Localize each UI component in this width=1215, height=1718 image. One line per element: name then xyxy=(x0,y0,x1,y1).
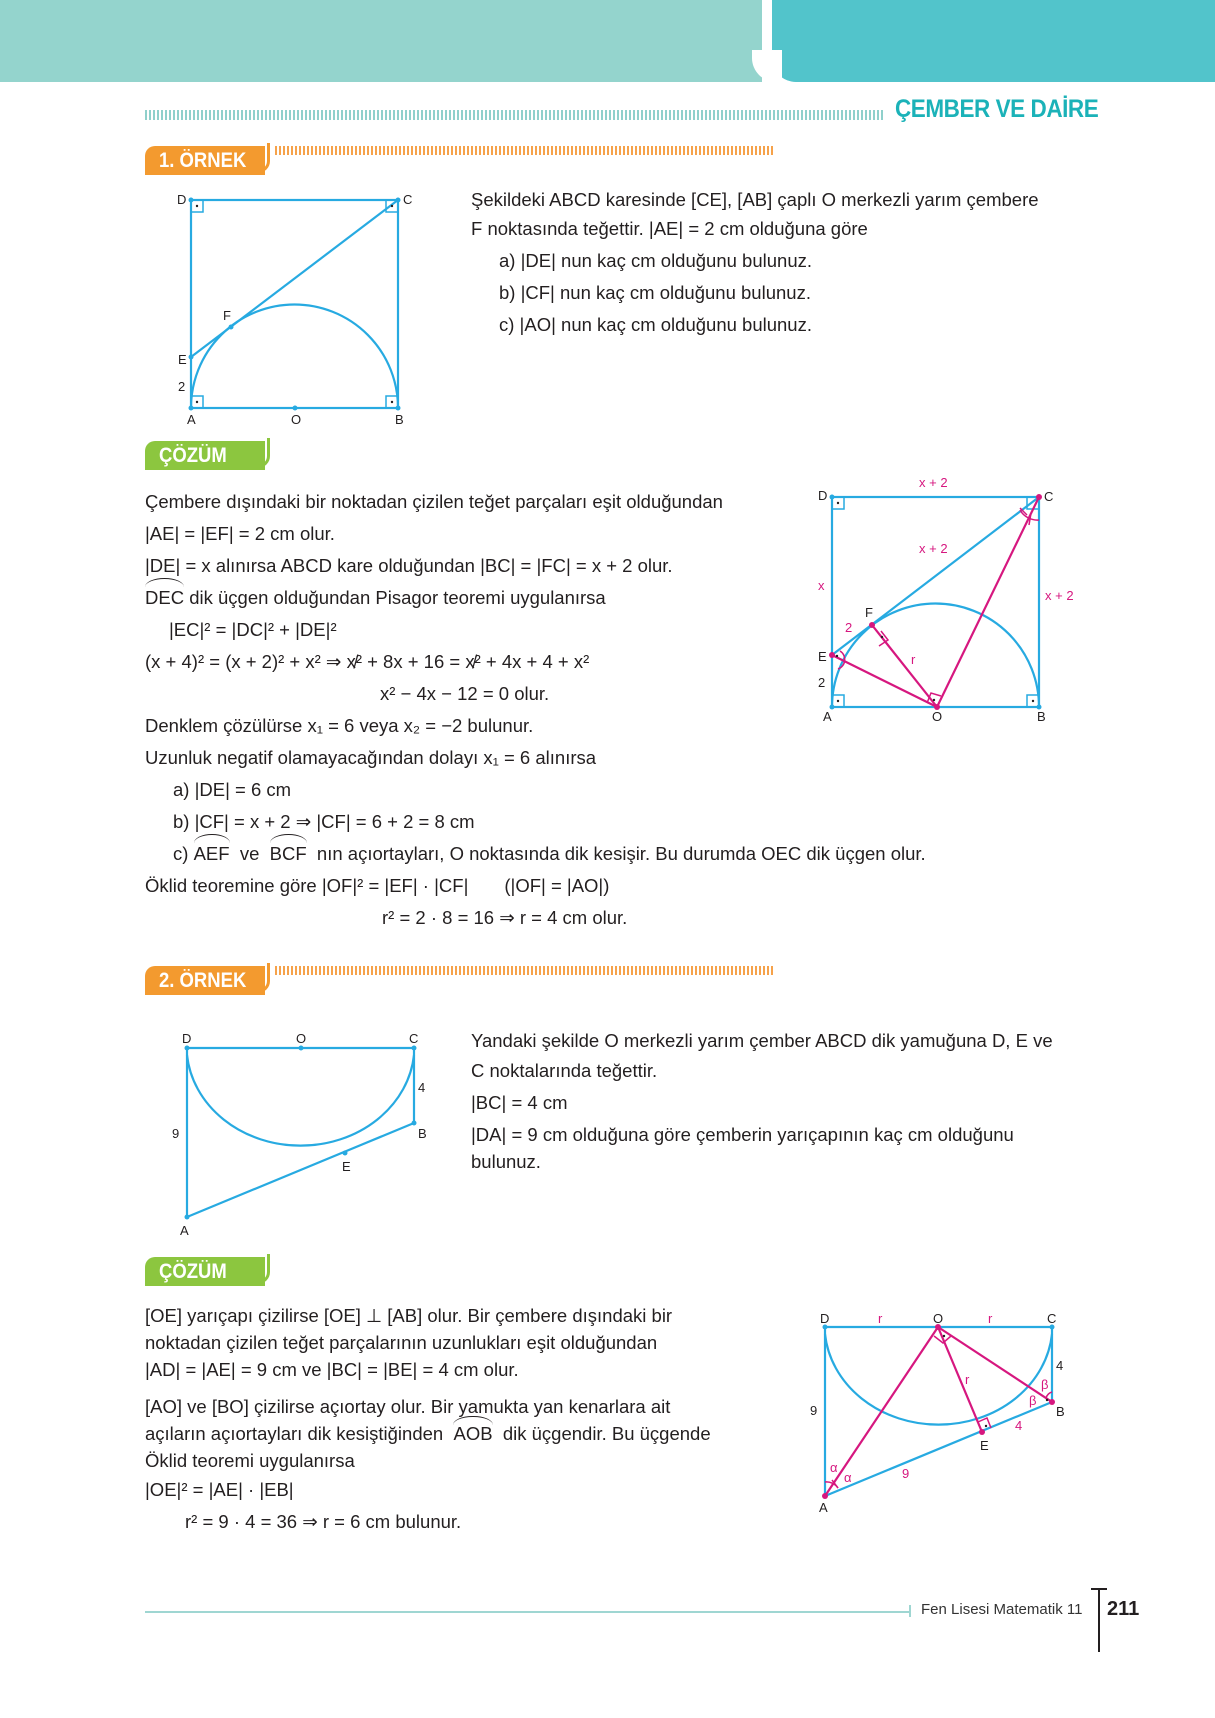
svg-text:2: 2 xyxy=(178,379,186,394)
svg-text:E: E xyxy=(342,1159,351,1174)
svg-text:A: A xyxy=(180,1223,189,1238)
question-line: Yandaki şekilde O merkezli yarım çember ABCD dik yamuğuna D, E ve xyxy=(471,1030,1053,1051)
svg-text:D: D xyxy=(818,488,828,503)
arc-notation: BCF xyxy=(270,838,307,870)
svg-text:9: 9 xyxy=(902,1466,910,1481)
svg-text:O: O xyxy=(932,709,943,724)
svg-text:F: F xyxy=(865,605,873,620)
svg-text:B: B xyxy=(1037,709,1046,724)
question-line: C noktalarında teğettir. xyxy=(471,1060,658,1081)
question-line: |DA| = 9 cm olduğuna göre çemberin yarıçapının kaç cm olduğunu xyxy=(471,1124,1014,1145)
svg-text:D: D xyxy=(182,1031,192,1046)
answer-c-prefix: c) xyxy=(173,843,194,864)
svg-text:4: 4 xyxy=(1015,1418,1023,1433)
solution-line: Uzunluk negatif olamayacağından dolayı x₁ = 6 alınırsa xyxy=(145,747,597,768)
example2-dash-rule xyxy=(275,966,775,975)
chapter-title: ÇEMBER VE DAİRE xyxy=(895,95,1099,123)
answer-b: b) |CF| = x + 2 ⇒ |CF| = 6 + 2 = 8 cm xyxy=(173,811,475,832)
header-band-left xyxy=(0,0,762,82)
answer-c-mid: ve xyxy=(229,843,270,864)
svg-text:F: F xyxy=(223,308,231,323)
question-part-c: c) |AO| nun kaç cm olduğunu bulunuz. xyxy=(499,314,812,335)
solution-line: Öklid teoremine göre |OF|² = |EF| · |CF| (|OF| = |AO|) xyxy=(145,875,610,896)
solution-line-rest: dik üçgen olduğundan Pisagor teoremi uygulanırsa xyxy=(184,587,606,608)
footer-rule xyxy=(145,1611,910,1613)
footer-rule-tick xyxy=(909,1605,911,1617)
solution-line: |DE| = x alınırsa ABCD kare olduğundan |BC| = |FC| = x + 2 olur. xyxy=(145,555,673,576)
svg-text:E: E xyxy=(178,352,187,367)
example2-figure xyxy=(165,1025,435,1240)
solution1-tag-hook xyxy=(258,438,270,468)
answer-a: a) |DE| = 6 cm xyxy=(173,779,292,800)
svg-text:r: r xyxy=(878,1311,883,1326)
answer-c-rest: nın açıortayları, O noktasında dik kesişir. Bu durumda OEC dik üçgen olur. xyxy=(306,843,926,864)
arc-notation: AEF xyxy=(194,838,230,870)
solution-line xyxy=(145,1420,711,1447)
solution-line: |AE| = |EF| = 2 cm olur. xyxy=(145,523,335,544)
equation-line: |EC|² = |DC|² + |DE|² xyxy=(169,619,337,640)
question-part-a: a) |DE| nun kaç cm olduğunu bulunuz. xyxy=(499,250,812,271)
equation-line: (x + 4)² = (x + 2)² + x² ⇒ x̸² + 8x + 16 = x̸² + 4x + 4 + x² xyxy=(145,651,590,672)
solution-line: Öklid teoremi uygulanırsa xyxy=(145,1450,355,1471)
solution-line: noktadan çizilen teğet parçalarının uzunlukları eşit olduğundan xyxy=(145,1332,658,1353)
example1-tag-hook xyxy=(258,143,270,173)
question-part-b: b) |CF| nun kaç cm olduğunu bulunuz. xyxy=(499,282,811,303)
solution2-text xyxy=(145,1302,711,1538)
solution-line: [AO] ve [BO] çizilirse açıortay olur. Bir yamukta yan kenarlara ait xyxy=(145,1396,671,1417)
solution2-figure xyxy=(810,1300,1090,1520)
svg-text:C: C xyxy=(403,192,413,207)
svg-text:r: r xyxy=(911,652,916,667)
svg-text:C: C xyxy=(1047,1311,1057,1326)
svg-text:β: β xyxy=(1041,1377,1049,1392)
solution2-tag-hook xyxy=(258,1254,270,1284)
equation-line: x² − 4x − 12 = 0 olur. xyxy=(380,683,550,704)
svg-text:2: 2 xyxy=(818,675,826,690)
svg-text:2: 2 xyxy=(845,620,853,635)
solution-line xyxy=(145,582,926,614)
title-dash-rule xyxy=(145,110,885,120)
svg-text:9: 9 xyxy=(810,1403,818,1418)
question-line: |BC| = 4 cm xyxy=(471,1092,568,1113)
question-line: F noktasında teğettir. |AE| = 2 cm olduğuna göre xyxy=(471,218,868,239)
svg-text:x + 2: x + 2 xyxy=(919,475,948,490)
svg-text:B: B xyxy=(395,412,404,427)
svg-text:9: 9 xyxy=(172,1126,180,1141)
svg-text:x: x xyxy=(818,578,825,593)
svg-text:A: A xyxy=(823,709,832,724)
solution-line: [OE] yarıçapı çizilirse [OE] ⊥ [AB] olur. Bir çembere dışındaki bir xyxy=(145,1305,673,1326)
example2-question xyxy=(471,1027,1053,1178)
svg-text:4: 4 xyxy=(1056,1358,1064,1373)
solution-line: Denklem çözülürse x₁ = 6 veya x₂ = −2 bulunur. xyxy=(145,715,534,736)
example2-tag: 2. ÖRNEK xyxy=(145,966,265,995)
solution-line-prefix: açıların açıortayları dik kesiştiğinden xyxy=(145,1423,454,1444)
example1-tag: 1. ÖRNEK xyxy=(145,146,265,175)
svg-text:O: O xyxy=(933,1311,944,1326)
svg-text:x + 2: x + 2 xyxy=(919,541,948,556)
svg-text:E: E xyxy=(980,1438,989,1453)
answer-c xyxy=(145,838,926,870)
svg-text:x + 2: x + 2 xyxy=(1045,588,1074,603)
question-line: bulunuz. xyxy=(471,1151,541,1172)
svg-text:C: C xyxy=(1044,489,1054,504)
arc-notation: DEC xyxy=(145,582,184,614)
svg-text:A: A xyxy=(819,1500,828,1515)
solution1-figure xyxy=(815,475,1085,730)
svg-text:α: α xyxy=(830,1460,838,1475)
example1-dash-rule xyxy=(275,146,775,155)
svg-text:4: 4 xyxy=(418,1080,426,1095)
equation-line: r² = 9 · 4 = 36 ⇒ r = 6 cm bulunur. xyxy=(185,1511,462,1532)
solution1-text xyxy=(145,486,926,934)
svg-text:O: O xyxy=(291,412,302,427)
svg-text:O: O xyxy=(296,1031,307,1046)
svg-text:D: D xyxy=(177,192,187,207)
equation-line: r² = 2 · 8 = 16 ⇒ r = 4 cm olur. xyxy=(382,907,628,928)
svg-text:r: r xyxy=(988,1311,993,1326)
header-band-right xyxy=(772,0,1215,82)
arc-notation: AOB xyxy=(453,1420,492,1447)
svg-text:B: B xyxy=(418,1126,427,1141)
page-number: 211 xyxy=(1107,1598,1140,1620)
svg-text:A: A xyxy=(187,412,196,427)
svg-text:α: α xyxy=(844,1470,852,1485)
solution1-tag: ÇÖZÜM xyxy=(145,441,265,470)
svg-text:E: E xyxy=(818,649,827,664)
solution-line: Çembere dışındaki bir noktadan çizilen teğet parçaları eşit olduğundan xyxy=(145,491,723,512)
example2-tag-hook xyxy=(258,963,270,993)
footer-divider xyxy=(1098,1588,1100,1652)
svg-text:β: β xyxy=(1029,1393,1037,1408)
example1-figure xyxy=(175,190,425,430)
question-line: Şekildeki ABCD karesinde [CE], [AB] çaplı O merkezli yarım çembere xyxy=(471,189,1039,210)
svg-text:C: C xyxy=(409,1031,419,1046)
footer-book-title: Fen Lisesi Matematik 11 xyxy=(921,1601,1083,1618)
solution-line-rest: dik üçgendir. Bu üçgende xyxy=(492,1423,711,1444)
solution-line: |AD| = |AE| = 9 cm ve |BC| = |BE| = 4 cm olur. xyxy=(145,1359,519,1380)
example1-question xyxy=(471,186,1039,341)
svg-text:r: r xyxy=(965,1372,970,1387)
equation-line: |OE|² = |AE| · |EB| xyxy=(145,1479,294,1500)
svg-text:D: D xyxy=(820,1311,830,1326)
svg-text:B: B xyxy=(1056,1404,1065,1419)
solution2-tag: ÇÖZÜM xyxy=(145,1257,265,1286)
